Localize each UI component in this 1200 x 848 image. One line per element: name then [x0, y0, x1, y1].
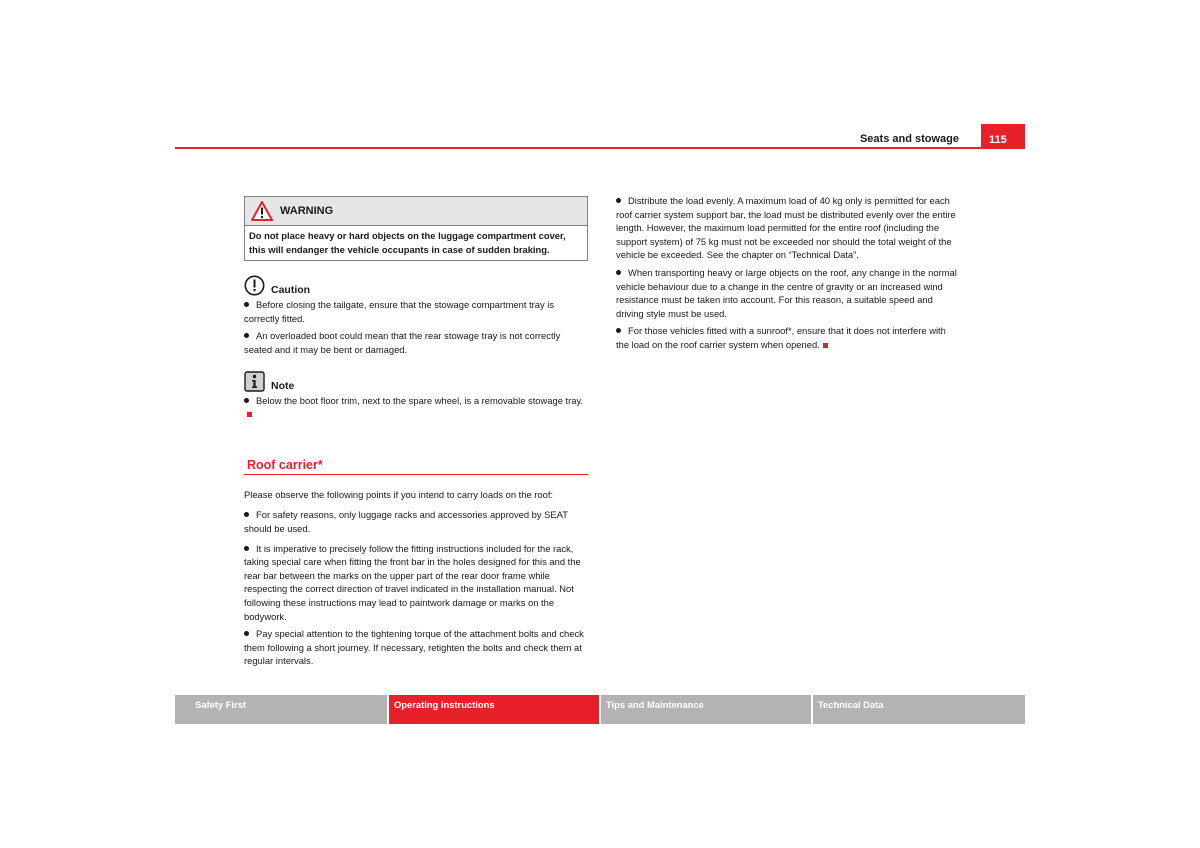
list-item: Below the boot floor trim, next to the spare wheel, is a removable stowage tray.: [244, 394, 588, 421]
list-item: When transporting heavy or large objects on the roof, any change in the normal vehicle behaviour due to a change in the centre of gravity or an increased wind resistance must be taken into account. For this reason, a suitable speed and driving style must be used.: [616, 266, 957, 319]
exclamation-circle-icon: [244, 275, 265, 296]
header-rule: [175, 147, 1025, 149]
caution-title: Caution: [271, 284, 311, 297]
section-heading: Roof carrier*: [244, 458, 588, 475]
section-end-icon: [247, 412, 252, 417]
list-item: Distribute the load evenly. A maximum load of 40 kg only is permitted for each roof carrier system support bar, the load must be distributed evenly over the entire length. However, the maximum load permitted for the entire roof (including the support system) of 75 kg must not be exceeded nor should the total weight of the vehicle be exceeded. See the chapter on “Technical Data”.: [616, 195, 956, 261]
list-item: It is imperative to precisely follow the fitting instructions included for the rack, taking special care when fitting the front bar in the holes designed for this and the rear bar between the marks on the upper part of the rear door frame while respecting the correct direction of travel indicated in the installation manual. Not following these instructions may lead to paintwork damage or marks on the bodywork.: [244, 542, 581, 622]
list-item: For safety reasons, only luggage racks and accessories approved by SEAT should be used.: [244, 509, 568, 534]
list-item: Before closing the tailgate, ensure that the stowage compartment tray is correctly fitted.: [244, 299, 555, 324]
page-number: 115: [981, 124, 1025, 149]
list-item: Pay special attention to the tightening torque of the attachment bolts and check them following a short journey. If necessary, retighten the bolts and check them at regular intervals.: [244, 628, 584, 667]
bullet-icon: [244, 302, 249, 307]
warning-box: [244, 196, 588, 261]
caution-header: [244, 275, 588, 296]
page-title: Seats and stowage: [859, 133, 959, 145]
warning-text: Do not place heavy or hard objects on the luggage compartment cover, this will endanger the vehicle occupants in case of sudden braking.: [249, 230, 566, 255]
tab-tips-and-maintenance[interactable]: Tips and Maintenance: [601, 695, 811, 724]
bullet-icon: [244, 512, 249, 517]
intro-paragraph: Please observe the following points if you intend to carry loads on the roof:: [244, 488, 554, 500]
warning-header: [245, 197, 587, 226]
bullet-icon: [244, 398, 249, 403]
bullet-icon: [616, 198, 621, 203]
tab-safety-first[interactable]: Safety First: [175, 695, 387, 724]
bullet-icon: [616, 270, 621, 275]
warning-triangle-icon: [251, 201, 273, 221]
section-end-icon: [823, 343, 828, 348]
bullet-icon: [244, 333, 249, 338]
list-item: An overloaded boot could mean that the rear stowage tray is not correctly seated and it may be bent or damaged.: [244, 330, 561, 355]
list-item: For those vehicles fitted with a sunroof*, ensure that it does not interfere with the load on the roof carrier system when opened.: [616, 325, 946, 350]
right-column: [616, 194, 960, 356]
tab-operating-instructions[interactable]: Operating instructions: [389, 695, 599, 724]
bullet-icon: [244, 631, 249, 636]
footer-nav: [175, 695, 1025, 724]
tab-technical-data[interactable]: Technical Data: [813, 695, 1025, 724]
left-column: [244, 196, 588, 672]
bullet-icon: [244, 546, 249, 551]
warning-title: WARNING: [280, 205, 334, 217]
note-title: Note: [271, 379, 295, 392]
info-icon: [244, 371, 265, 392]
bullet-icon: [616, 328, 621, 333]
note-header: [244, 371, 588, 392]
